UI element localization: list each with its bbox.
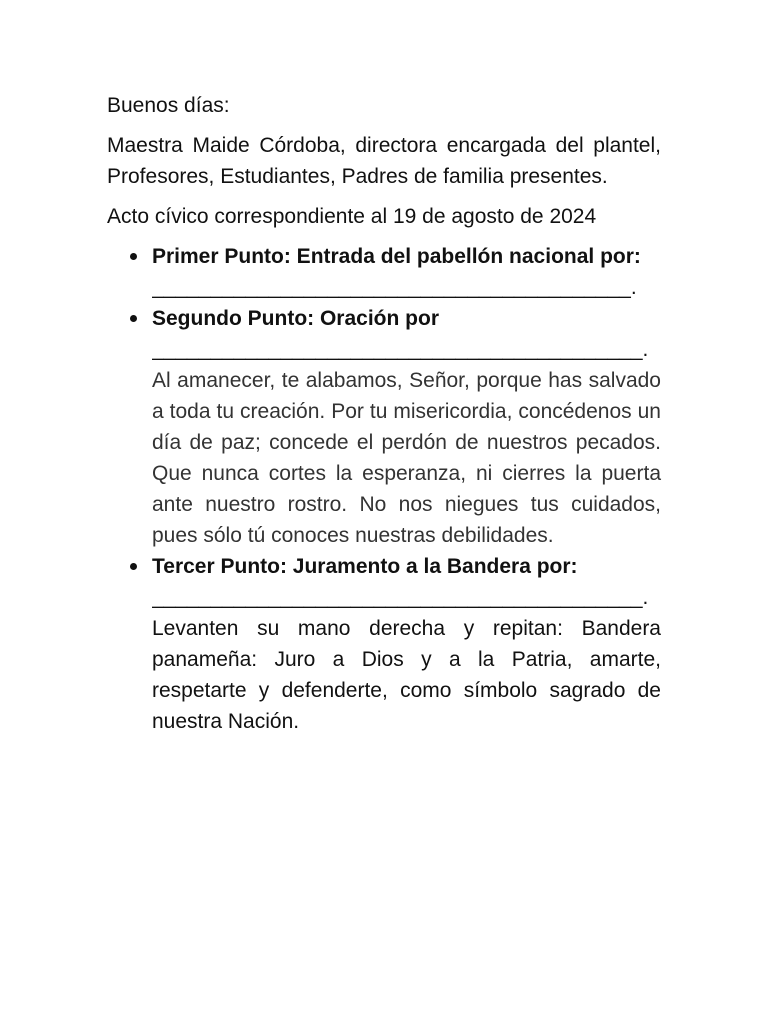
list-item-segundo-punto: [107, 303, 661, 551]
prayer-text: Al amanecer, te alabamos, Señor, porque has salvado a toda tu creación. Por tu misericordia, concédenos un día de paz; concede el perdón de nuestros pecados. Que nunca cortes la esperanza, ni cierres la puerta ante nuestro rostro. No nos niegues tus cuidados, pues sólo tú conoces nuestras debilidades.: [152, 369, 661, 547]
list-item-tercer-punto: [107, 551, 661, 737]
document-page: [107, 90, 661, 737]
point-title: Segundo Punto: Oración por: [152, 307, 439, 330]
point-title: Primer Punto: Entrada del pabellón nacional por:: [152, 245, 641, 268]
points-list: [107, 241, 661, 737]
bullet-icon: [130, 253, 137, 260]
point-title: Tercer Punto: Juramento a la Bandera por:: [152, 555, 578, 578]
bullet-icon: [130, 563, 137, 570]
greeting: Buenos días:: [107, 94, 230, 117]
fill-in-blank: __________________________________________.: [152, 338, 649, 361]
list-item-primer-punto: [107, 241, 661, 303]
bullet-icon: [130, 315, 137, 322]
act-title: Acto cívico correspondiente al 19 de agosto de 2024: [107, 205, 597, 228]
salutation: Maestra Maide Córdoba, directora encargada del plantel, Profesores, Estudiantes, Padres de familia presentes.: [107, 134, 661, 188]
oath-text: Levanten su mano derecha y repitan: Bandera panameña: Juro a Dios y a la Patria, amarte, respetarte y defenderte, como símbolo sagrado de nuestra Nación.: [152, 617, 661, 733]
fill-in-blank: _________________________________________.: [152, 276, 637, 299]
fill-in-blank: __________________________________________.: [152, 586, 649, 609]
